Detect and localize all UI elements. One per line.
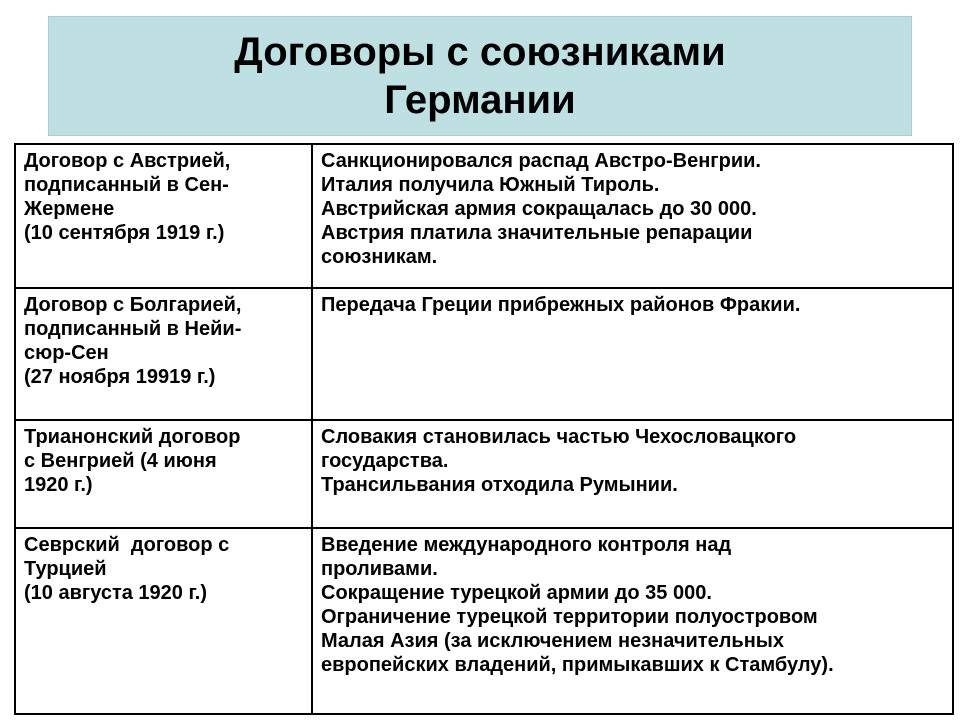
terms-line: государства. — [321, 450, 449, 472]
terms-line: Трансильвания отходила Румынии. — [321, 474, 678, 496]
terms-line: Сокращение турецкой армии до 35 000. — [321, 582, 712, 604]
treaty-line: подписанный в Сен- — [24, 174, 229, 196]
treaty-line: сюр-Сен — [24, 342, 109, 364]
terms-line: проливами. — [321, 558, 438, 580]
treaty-cell — [15, 528, 312, 714]
treaty-cell — [15, 144, 312, 288]
terms-line: Ограничение турецкой территории полуостровом — [321, 606, 818, 628]
terms-cell — [312, 144, 953, 288]
terms-line: Передача Греции прибрежных районов Фракии. — [321, 294, 801, 316]
terms-cell — [312, 420, 953, 528]
terms-line: Введение международного контроля над — [321, 534, 732, 556]
treaty-line: Турцией — [24, 558, 107, 580]
treaty-cell — [15, 288, 312, 420]
treaties-table — [14, 143, 954, 715]
terms-line: Италия получила Южный Тироль. — [321, 174, 660, 196]
table-row — [15, 528, 953, 714]
terms-cell — [312, 288, 953, 420]
treaty-line: Севрский договор с — [24, 534, 230, 556]
title-banner — [48, 16, 912, 136]
treaty-line: Трианонский договор — [24, 426, 241, 448]
table-row — [15, 288, 953, 420]
treaty-line: Договор с Австрией, — [24, 150, 231, 172]
table-row — [15, 420, 953, 528]
treaty-line: 1920 г.) — [24, 474, 93, 496]
treaty-line: Договор с Болгарией, — [24, 294, 242, 316]
terms-line: Австрийская армия сокращалась до 30 000. — [321, 198, 757, 220]
page-title: Договоры с союзниками Германии — [234, 30, 726, 122]
terms-line: Малая Азия (за исключением незначительных — [321, 630, 784, 652]
table-row — [15, 144, 953, 288]
terms-line: Санкционировался распад Австро-Венгрии. — [321, 150, 761, 172]
terms-line: европейских владений, примыкавших к Стамбулу). — [321, 654, 834, 676]
terms-line: Австрия платила значительные репарации — [321, 222, 753, 244]
treaty-line: подписанный в Нейи- — [24, 318, 242, 340]
treaty-line: Жермене — [24, 198, 115, 220]
treaty-line: (10 сентября 1919 г.) — [24, 222, 225, 244]
treaty-line: (10 августа 1920 г.) — [24, 582, 208, 604]
terms-line: Словакия становилась частью Чехословацкого — [321, 426, 797, 448]
treaty-line: (27 ноября 19919 г.) — [24, 366, 216, 388]
terms-line: союзникам. — [321, 246, 438, 268]
terms-cell — [312, 528, 953, 714]
treaty-cell — [15, 420, 312, 528]
treaty-line: с Венгрией (4 июня — [24, 450, 217, 472]
